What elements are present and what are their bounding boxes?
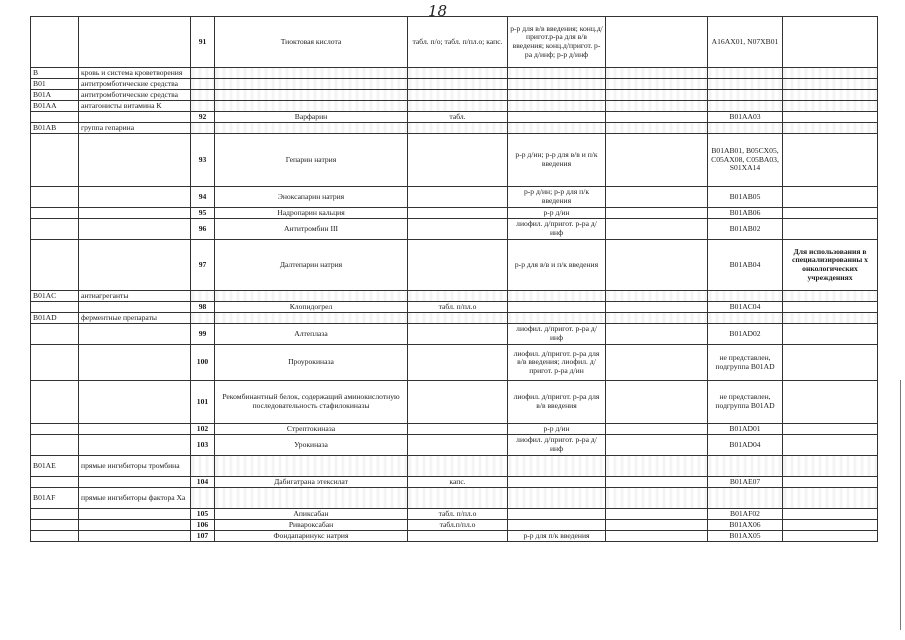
empty-cell: [606, 79, 708, 90]
atc-full-code-cell: A16AX01, N07XB01: [708, 17, 783, 68]
solid-form-cell: [408, 424, 508, 435]
atc-full-code-cell: не представлен, подгруппа B01AD: [708, 345, 783, 381]
atc-code-cell: [31, 112, 79, 123]
atc-full-code-cell: B01AD04: [708, 435, 783, 456]
row-number-cell: [191, 291, 215, 302]
row-number-cell: 101: [191, 381, 215, 424]
empty-cell: [606, 123, 708, 134]
drug-row: [31, 187, 878, 208]
atc-full-code-cell: [708, 291, 783, 302]
atc-full-code-cell: B01AB04: [708, 240, 783, 291]
group-name-cell: [79, 324, 191, 345]
row-number-cell: 92: [191, 112, 215, 123]
solid-form-cell: [408, 435, 508, 456]
note-cell: [783, 456, 878, 477]
solid-form-cell: табл. п/о; табл. п/пл.о; капс.: [408, 17, 508, 68]
empty-cell: [606, 68, 708, 79]
note-cell: [783, 112, 878, 123]
solid-form-cell: табл.: [408, 112, 508, 123]
atc-full-code-cell: [708, 123, 783, 134]
group-name-cell: антагонисты витамина К: [79, 101, 191, 112]
atc-code-cell: B01A: [31, 90, 79, 101]
note-cell: [783, 208, 878, 219]
row-number-cell: 106: [191, 520, 215, 531]
atc-code-cell: [31, 208, 79, 219]
atc-code-cell: B01AD: [31, 313, 79, 324]
drug-row: [31, 477, 878, 488]
drug-row: [31, 112, 878, 123]
empty-cell: [606, 291, 708, 302]
drug-name-cell: Надропарин кальция: [215, 208, 408, 219]
injection-form-cell: [508, 90, 606, 101]
drug-name-cell: Варфарин: [215, 112, 408, 123]
solid-form-cell: [408, 324, 508, 345]
empty-cell: [606, 509, 708, 520]
group-name-cell: прямые ингибиторы тромбина: [79, 456, 191, 477]
note-cell: [783, 324, 878, 345]
group-name-cell: [79, 520, 191, 531]
drug-name-cell: [215, 291, 408, 302]
drug-row: [31, 381, 878, 424]
group-name-cell: прямые ингибиторы фактора Ха: [79, 488, 191, 509]
drug-name-cell: [215, 456, 408, 477]
injection-form-cell: р-р д/ин; р-р для в/в и п/к введения: [508, 134, 606, 187]
drug-table: [30, 16, 878, 542]
injection-form-cell: [508, 68, 606, 79]
atc-code-cell: [31, 520, 79, 531]
atc-full-code-cell: [708, 68, 783, 79]
solid-form-cell: [408, 219, 508, 240]
drug-row: [31, 134, 878, 187]
drug-name-cell: Далтепарин натрия: [215, 240, 408, 291]
note-cell: [783, 219, 878, 240]
group-name-cell: [79, 187, 191, 208]
drug-row: [31, 531, 878, 542]
page-number: 18: [428, 2, 448, 20]
drug-row: [31, 208, 878, 219]
atc-code-cell: [31, 324, 79, 345]
atc-code-cell: B01AA: [31, 101, 79, 112]
row-number-cell: [191, 79, 215, 90]
row-number-cell: 105: [191, 509, 215, 520]
group-name-cell: [79, 302, 191, 313]
scan-edge-line: [900, 380, 901, 630]
group-row: [31, 68, 878, 79]
drug-row: [31, 240, 878, 291]
atc-full-code-cell: B01AF02: [708, 509, 783, 520]
row-number-cell: 98: [191, 302, 215, 313]
group-row: [31, 291, 878, 302]
injection-form-cell: р-р для в/в введения; конц.д/пригот.р-ра для в/в введения; конц.д/пригот. р-ра д/инф; р-р д/инф: [508, 17, 606, 68]
injection-form-cell: р-р д/ин; р-р для п/к введения: [508, 187, 606, 208]
atc-full-code-cell: B01AX06: [708, 520, 783, 531]
row-number-cell: 97: [191, 240, 215, 291]
row-number-cell: 104: [191, 477, 215, 488]
solid-form-cell: табл. п/пл.о: [408, 302, 508, 313]
solid-form-cell: [408, 134, 508, 187]
injection-form-cell: лиофил. д/пригот. р-ра д/инф: [508, 324, 606, 345]
drug-row: [31, 435, 878, 456]
injection-form-cell: лиофил. д/пригот. р-ра для в/в введения; лиофил. д/пригот. р-ра д/ин: [508, 345, 606, 381]
group-row: [31, 456, 878, 477]
group-name-cell: [79, 112, 191, 123]
group-name-cell: [79, 424, 191, 435]
note-cell: [783, 68, 878, 79]
row-number-cell: [191, 488, 215, 509]
drug-name-cell: Проурокиназа: [215, 345, 408, 381]
drug-name-cell: [215, 68, 408, 79]
group-name-cell: [79, 531, 191, 542]
atc-code-cell: [31, 134, 79, 187]
atc-full-code-cell: B01AD01: [708, 424, 783, 435]
empty-cell: [606, 187, 708, 208]
group-name-cell: [79, 219, 191, 240]
row-number-cell: 95: [191, 208, 215, 219]
atc-full-code-cell: не представлен, подгруппа B01AD: [708, 381, 783, 424]
group-name-cell: кровь и система кроветворения: [79, 68, 191, 79]
solid-form-cell: [408, 79, 508, 90]
note-cell: [783, 488, 878, 509]
atc-code-cell: [31, 509, 79, 520]
row-number-cell: 100: [191, 345, 215, 381]
group-name-cell: [79, 477, 191, 488]
row-number-cell: [191, 313, 215, 324]
atc-code-cell: [31, 219, 79, 240]
empty-cell: [606, 208, 708, 219]
atc-code-cell: [31, 424, 79, 435]
group-row: [31, 123, 878, 134]
atc-code-cell: [31, 531, 79, 542]
note-cell: [783, 302, 878, 313]
row-number-cell: [191, 123, 215, 134]
drug-name-cell: [215, 101, 408, 112]
group-row: [31, 313, 878, 324]
note-cell: [783, 90, 878, 101]
row-number-cell: [191, 456, 215, 477]
injection-form-cell: р-р д/ин: [508, 208, 606, 219]
solid-form-cell: [408, 101, 508, 112]
injection-form-cell: лиофил. д/пригот. р-ра д/инф: [508, 219, 606, 240]
row-number-cell: 107: [191, 531, 215, 542]
injection-form-cell: лиофил. д/пригот. р-ра д/инф: [508, 435, 606, 456]
note-cell: [783, 531, 878, 542]
drug-name-cell: Рекомбинантный белок, содержащий аминокислотную последовательность стафилокиназы: [215, 381, 408, 424]
injection-form-cell: [508, 313, 606, 324]
note-cell: [783, 435, 878, 456]
atc-full-code-cell: B01AB01, B05CX05, C05AX08, C05BA03, S01XA14: [708, 134, 783, 187]
atc-code-cell: [31, 240, 79, 291]
row-number-cell: [191, 101, 215, 112]
note-cell: Для использования в специализированны х онкологических учреждениях: [783, 240, 878, 291]
drug-name-cell: [215, 90, 408, 101]
empty-cell: [606, 531, 708, 542]
atc-code-cell: [31, 345, 79, 381]
group-row: [31, 79, 878, 90]
note-cell: [783, 477, 878, 488]
solid-form-cell: [408, 240, 508, 291]
empty-cell: [606, 424, 708, 435]
drug-name-cell: Клопидогрел: [215, 302, 408, 313]
group-row: [31, 101, 878, 112]
note-cell: [783, 424, 878, 435]
atc-full-code-cell: [708, 488, 783, 509]
injection-form-cell: [508, 488, 606, 509]
solid-form-cell: [408, 90, 508, 101]
group-name-cell: антитромботические средства: [79, 79, 191, 90]
solid-form-cell: [408, 456, 508, 477]
row-number-cell: [191, 68, 215, 79]
solid-form-cell: [408, 488, 508, 509]
injection-form-cell: [508, 79, 606, 90]
atc-code-cell: [31, 17, 79, 68]
injection-form-cell: [508, 112, 606, 123]
empty-cell: [606, 477, 708, 488]
atc-full-code-cell: B01AE07: [708, 477, 783, 488]
row-number-cell: 91: [191, 17, 215, 68]
atc-full-code-cell: B01AC04: [708, 302, 783, 313]
solid-form-cell: [408, 187, 508, 208]
drug-row: [31, 324, 878, 345]
note-cell: [783, 345, 878, 381]
drug-name-cell: Апиксабан: [215, 509, 408, 520]
drug-name-cell: Алтеплаза: [215, 324, 408, 345]
group-row: [31, 90, 878, 101]
drug-name-cell: [215, 488, 408, 509]
note-cell: [783, 134, 878, 187]
atc-full-code-cell: [708, 313, 783, 324]
atc-code-cell: [31, 435, 79, 456]
empty-cell: [606, 17, 708, 68]
drug-row: [31, 424, 878, 435]
group-name-cell: [79, 208, 191, 219]
empty-cell: [606, 435, 708, 456]
drug-row: [31, 345, 878, 381]
atc-full-code-cell: [708, 79, 783, 90]
atc-full-code-cell: [708, 101, 783, 112]
solid-form-cell: [408, 123, 508, 134]
note-cell: [783, 123, 878, 134]
injection-form-cell: р-р для в/в и п/к введения: [508, 240, 606, 291]
atc-full-code-cell: [708, 456, 783, 477]
drug-name-cell: Эноксапарин натрия: [215, 187, 408, 208]
group-name-cell: ферментные препараты: [79, 313, 191, 324]
injection-form-cell: лиофил. д/пригот. р-ра для в/в введения: [508, 381, 606, 424]
atc-code-cell: [31, 302, 79, 313]
empty-cell: [606, 302, 708, 313]
group-name-cell: [79, 17, 191, 68]
atc-full-code-cell: B01AD02: [708, 324, 783, 345]
injection-form-cell: [508, 456, 606, 477]
row-number-cell: 96: [191, 219, 215, 240]
empty-cell: [606, 134, 708, 187]
note-cell: [783, 509, 878, 520]
injection-form-cell: р-р для п/к введения: [508, 531, 606, 542]
injection-form-cell: [508, 509, 606, 520]
empty-cell: [606, 345, 708, 381]
drug-name-cell: [215, 123, 408, 134]
solid-form-cell: табл.п/пл.о: [408, 520, 508, 531]
solid-form-cell: [408, 345, 508, 381]
solid-form-cell: [408, 291, 508, 302]
group-name-cell: [79, 381, 191, 424]
drug-name-cell: Ривароксабан: [215, 520, 408, 531]
group-name-cell: [79, 134, 191, 187]
empty-cell: [606, 313, 708, 324]
atc-full-code-cell: B01AB05: [708, 187, 783, 208]
empty-cell: [606, 101, 708, 112]
atc-code-cell: B01AE: [31, 456, 79, 477]
row-number-cell: 102: [191, 424, 215, 435]
drug-name-cell: [215, 79, 408, 90]
empty-cell: [606, 219, 708, 240]
solid-form-cell: [408, 208, 508, 219]
row-number-cell: 99: [191, 324, 215, 345]
row-number-cell: 103: [191, 435, 215, 456]
atc-code-cell: B01: [31, 79, 79, 90]
drug-name-cell: Фондапаринукс натрия: [215, 531, 408, 542]
empty-cell: [606, 324, 708, 345]
drug-name-cell: Дабигатрана этексилат: [215, 477, 408, 488]
drug-name-cell: Стрептокиназа: [215, 424, 408, 435]
solid-form-cell: капс.: [408, 477, 508, 488]
injection-form-cell: [508, 302, 606, 313]
note-cell: [783, 381, 878, 424]
group-row: [31, 488, 878, 509]
atc-full-code-cell: [708, 90, 783, 101]
note-cell: [783, 520, 878, 531]
drug-name-cell: Урокиназа: [215, 435, 408, 456]
drug-row: [31, 219, 878, 240]
note-cell: [783, 187, 878, 208]
atc-code-cell: B01AF: [31, 488, 79, 509]
injection-form-cell: [508, 101, 606, 112]
drug-name-cell: Тиоктовая кислота: [215, 17, 408, 68]
drug-name-cell: Гепарин натрия: [215, 134, 408, 187]
solid-form-cell: [408, 313, 508, 324]
atc-code-cell: [31, 477, 79, 488]
group-name-cell: группа гепарина: [79, 123, 191, 134]
atc-code-cell: [31, 187, 79, 208]
atc-full-code-cell: B01AX05: [708, 531, 783, 542]
atc-code-cell: B01AC: [31, 291, 79, 302]
drug-row: [31, 509, 878, 520]
drug-name-cell: Антитромбин III: [215, 219, 408, 240]
row-number-cell: 94: [191, 187, 215, 208]
group-name-cell: антитромботические средства: [79, 90, 191, 101]
group-name-cell: [79, 240, 191, 291]
note-cell: [783, 101, 878, 112]
atc-full-code-cell: B01AA03: [708, 112, 783, 123]
solid-form-cell: [408, 381, 508, 424]
row-number-cell: [191, 90, 215, 101]
solid-form-cell: [408, 68, 508, 79]
atc-code-cell: [31, 381, 79, 424]
atc-code-cell: B01AB: [31, 123, 79, 134]
group-name-cell: [79, 345, 191, 381]
empty-cell: [606, 488, 708, 509]
note-cell: [783, 79, 878, 90]
injection-form-cell: р-р д/ин: [508, 424, 606, 435]
row-number-cell: 93: [191, 134, 215, 187]
note-cell: [783, 17, 878, 68]
atc-full-code-cell: B01AB02: [708, 219, 783, 240]
solid-form-cell: табл. п/пл.о: [408, 509, 508, 520]
empty-cell: [606, 90, 708, 101]
injection-form-cell: [508, 520, 606, 531]
drug-row: [31, 302, 878, 313]
injection-form-cell: [508, 123, 606, 134]
drug-row: [31, 520, 878, 531]
empty-cell: [606, 112, 708, 123]
empty-cell: [606, 520, 708, 531]
empty-cell: [606, 456, 708, 477]
note-cell: [783, 291, 878, 302]
group-name-cell: [79, 435, 191, 456]
solid-form-cell: [408, 531, 508, 542]
drug-name-cell: [215, 313, 408, 324]
group-name-cell: антиагреганты: [79, 291, 191, 302]
atc-code-cell: B: [31, 68, 79, 79]
injection-form-cell: [508, 291, 606, 302]
empty-cell: [606, 381, 708, 424]
note-cell: [783, 313, 878, 324]
atc-full-code-cell: B01AB06: [708, 208, 783, 219]
group-name-cell: [79, 509, 191, 520]
drug-row: [31, 17, 878, 68]
injection-form-cell: [508, 477, 606, 488]
empty-cell: [606, 240, 708, 291]
